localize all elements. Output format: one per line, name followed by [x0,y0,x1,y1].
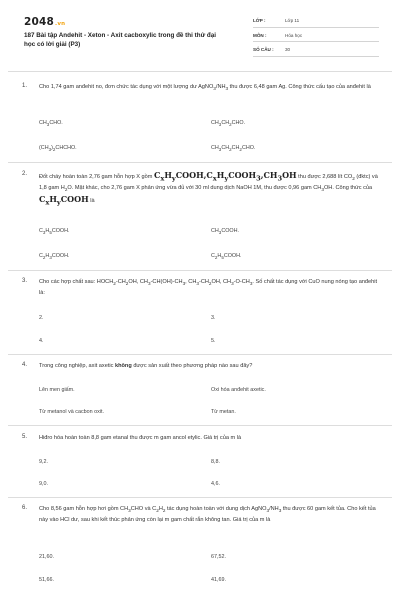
document-title: 187 Bài tập Andehit - Xeton - Axit cacboxylic trong đề thi thử đại học có lời giải (P3) [24,32,216,48]
meta-value: 30 [285,47,291,52]
answer-option-d[interactable]: Từ metan. [211,409,236,415]
question-text: Cho các hợp chất sau: $HOCH_2-CH_2OH$, $CH_3-CH(OH)-CH_3$, $CH_3-CH_2OH$, $CH_3-O-CH_3$. Số chất tác dụng với CuO nung nóng tạo anđehit là: [39,279,378,296]
answer-option-d[interactable]: 41,69. [211,577,226,583]
question-divider [8,497,392,498]
document-meta [253,13,379,57]
question-divider [8,71,392,72]
question-number: 5. [22,434,28,440]
question-number: 4. [22,362,28,368]
answer-option-a[interactable]: Lên men giấm. [39,387,75,393]
answer-option-a[interactable]: 2. [39,315,44,321]
answer-option-d[interactable]: 4,6. [211,481,220,487]
answer-option-b[interactable]: 8,8. [211,459,220,465]
meta-row-subject [253,28,379,43]
question-text: Đốt cháy hoàn toàn 2,76 gam hỗn hợp X gồm $C_xH_yCOOH,C_xH_yCOOH_3,CH_3OH$ thu được 2,688 lít $CO_2$ (đktc) và 1,8 gam $H_2O$. Mặt khác, cho 2,76 gam X phản ứng vừa đủ với 30 ml dung dịch NaOH 1M, thu được 0,96 gam $CH_3OH$. Công thức của $C_xH_yCOOH$ là [39,170,378,207]
answer-option-d[interactable]: $C_2H_5COOH$. [211,253,242,261]
question-text: Hiđro hóa hoàn toàn 8,8 gam etanal thu được m gam ancol etylic. Giá trị của m là [39,435,242,441]
meta-key: SỐ CÂU : [253,47,274,52]
meta-key: MÔN : [253,32,267,38]
answer-option-b[interactable]: $CH_3CH_2CHO$. [211,120,246,128]
question-number: 6. [22,505,28,511]
meta-value: Hóa học [285,32,303,38]
answer-option-d[interactable]: $CH_3CH_2CH_2CHO$. [211,145,256,153]
answer-option-b[interactable]: $CH_3COOH$. [211,228,239,236]
answer-option-b[interactable]: 3. [211,315,216,321]
answer-option-c[interactable]: 51,66. [39,577,54,583]
page-header [0,0,400,64]
answer-option-a[interactable]: 21,60. [39,554,54,560]
meta-key: LỚP : [253,18,266,23]
question-number: 1. [22,83,28,89]
answer-option-a[interactable]: 9,2. [39,459,48,465]
answer-option-b[interactable]: 67,52. [211,554,226,560]
question-number: 2. [22,171,28,177]
site-logo[interactable]: 2048.vn [24,16,66,28]
answer-option-b[interactable]: Oxi hóa anđehit axetic. [211,387,266,393]
answer-option-a[interactable]: $CH_3CHO$. [39,120,63,128]
question-divider [8,425,392,426]
question-text: Trong công nghiệp, axit axetic không được sản xuất theo phương pháp nào sau đây? [39,363,253,369]
question-divider [8,162,392,163]
question-text: Cho 1,74 gam anđehit no, đơn chức tác dụng với một lượng dư $AgNO_3/NH_3$ thu được 6,48 gam Ag. Công thức cấu tạo của anđehit là [39,84,371,92]
question-number: 3. [22,278,28,284]
answer-option-a[interactable]: $C_3H_5COOH$. [39,228,70,236]
meta-row-class [253,13,379,28]
answer-option-c[interactable]: 9,0. [39,481,48,487]
answer-option-c[interactable]: $C_2H_3COOH$. [39,253,70,261]
answer-option-c[interactable]: Từ metanol và cacbon oxit. [39,409,105,415]
meta-row-count [253,42,379,57]
question-text: Cho 8,56 gam hỗn hợp hơi gồm $CH_3CHO$ và $C_2H_2$ tác dụng hoàn toàn với dung dịch $AgNO_3/NH_3$ thu được 60 gam kết tủa. Cho kết tủa này vào HCl dư, sau khi kết thúc phản ứng còn lại m gam chất rắn không tan. Giá trị của m là [39,506,376,523]
answer-option-c[interactable]: $(CH_3)_2CHCHO$. [39,145,77,153]
answer-option-d[interactable]: 5. [211,338,216,344]
question-divider [8,270,392,271]
answer-option-c[interactable]: 4. [39,338,44,344]
question-divider [8,354,392,355]
meta-value: Lớp 11 [285,18,300,23]
